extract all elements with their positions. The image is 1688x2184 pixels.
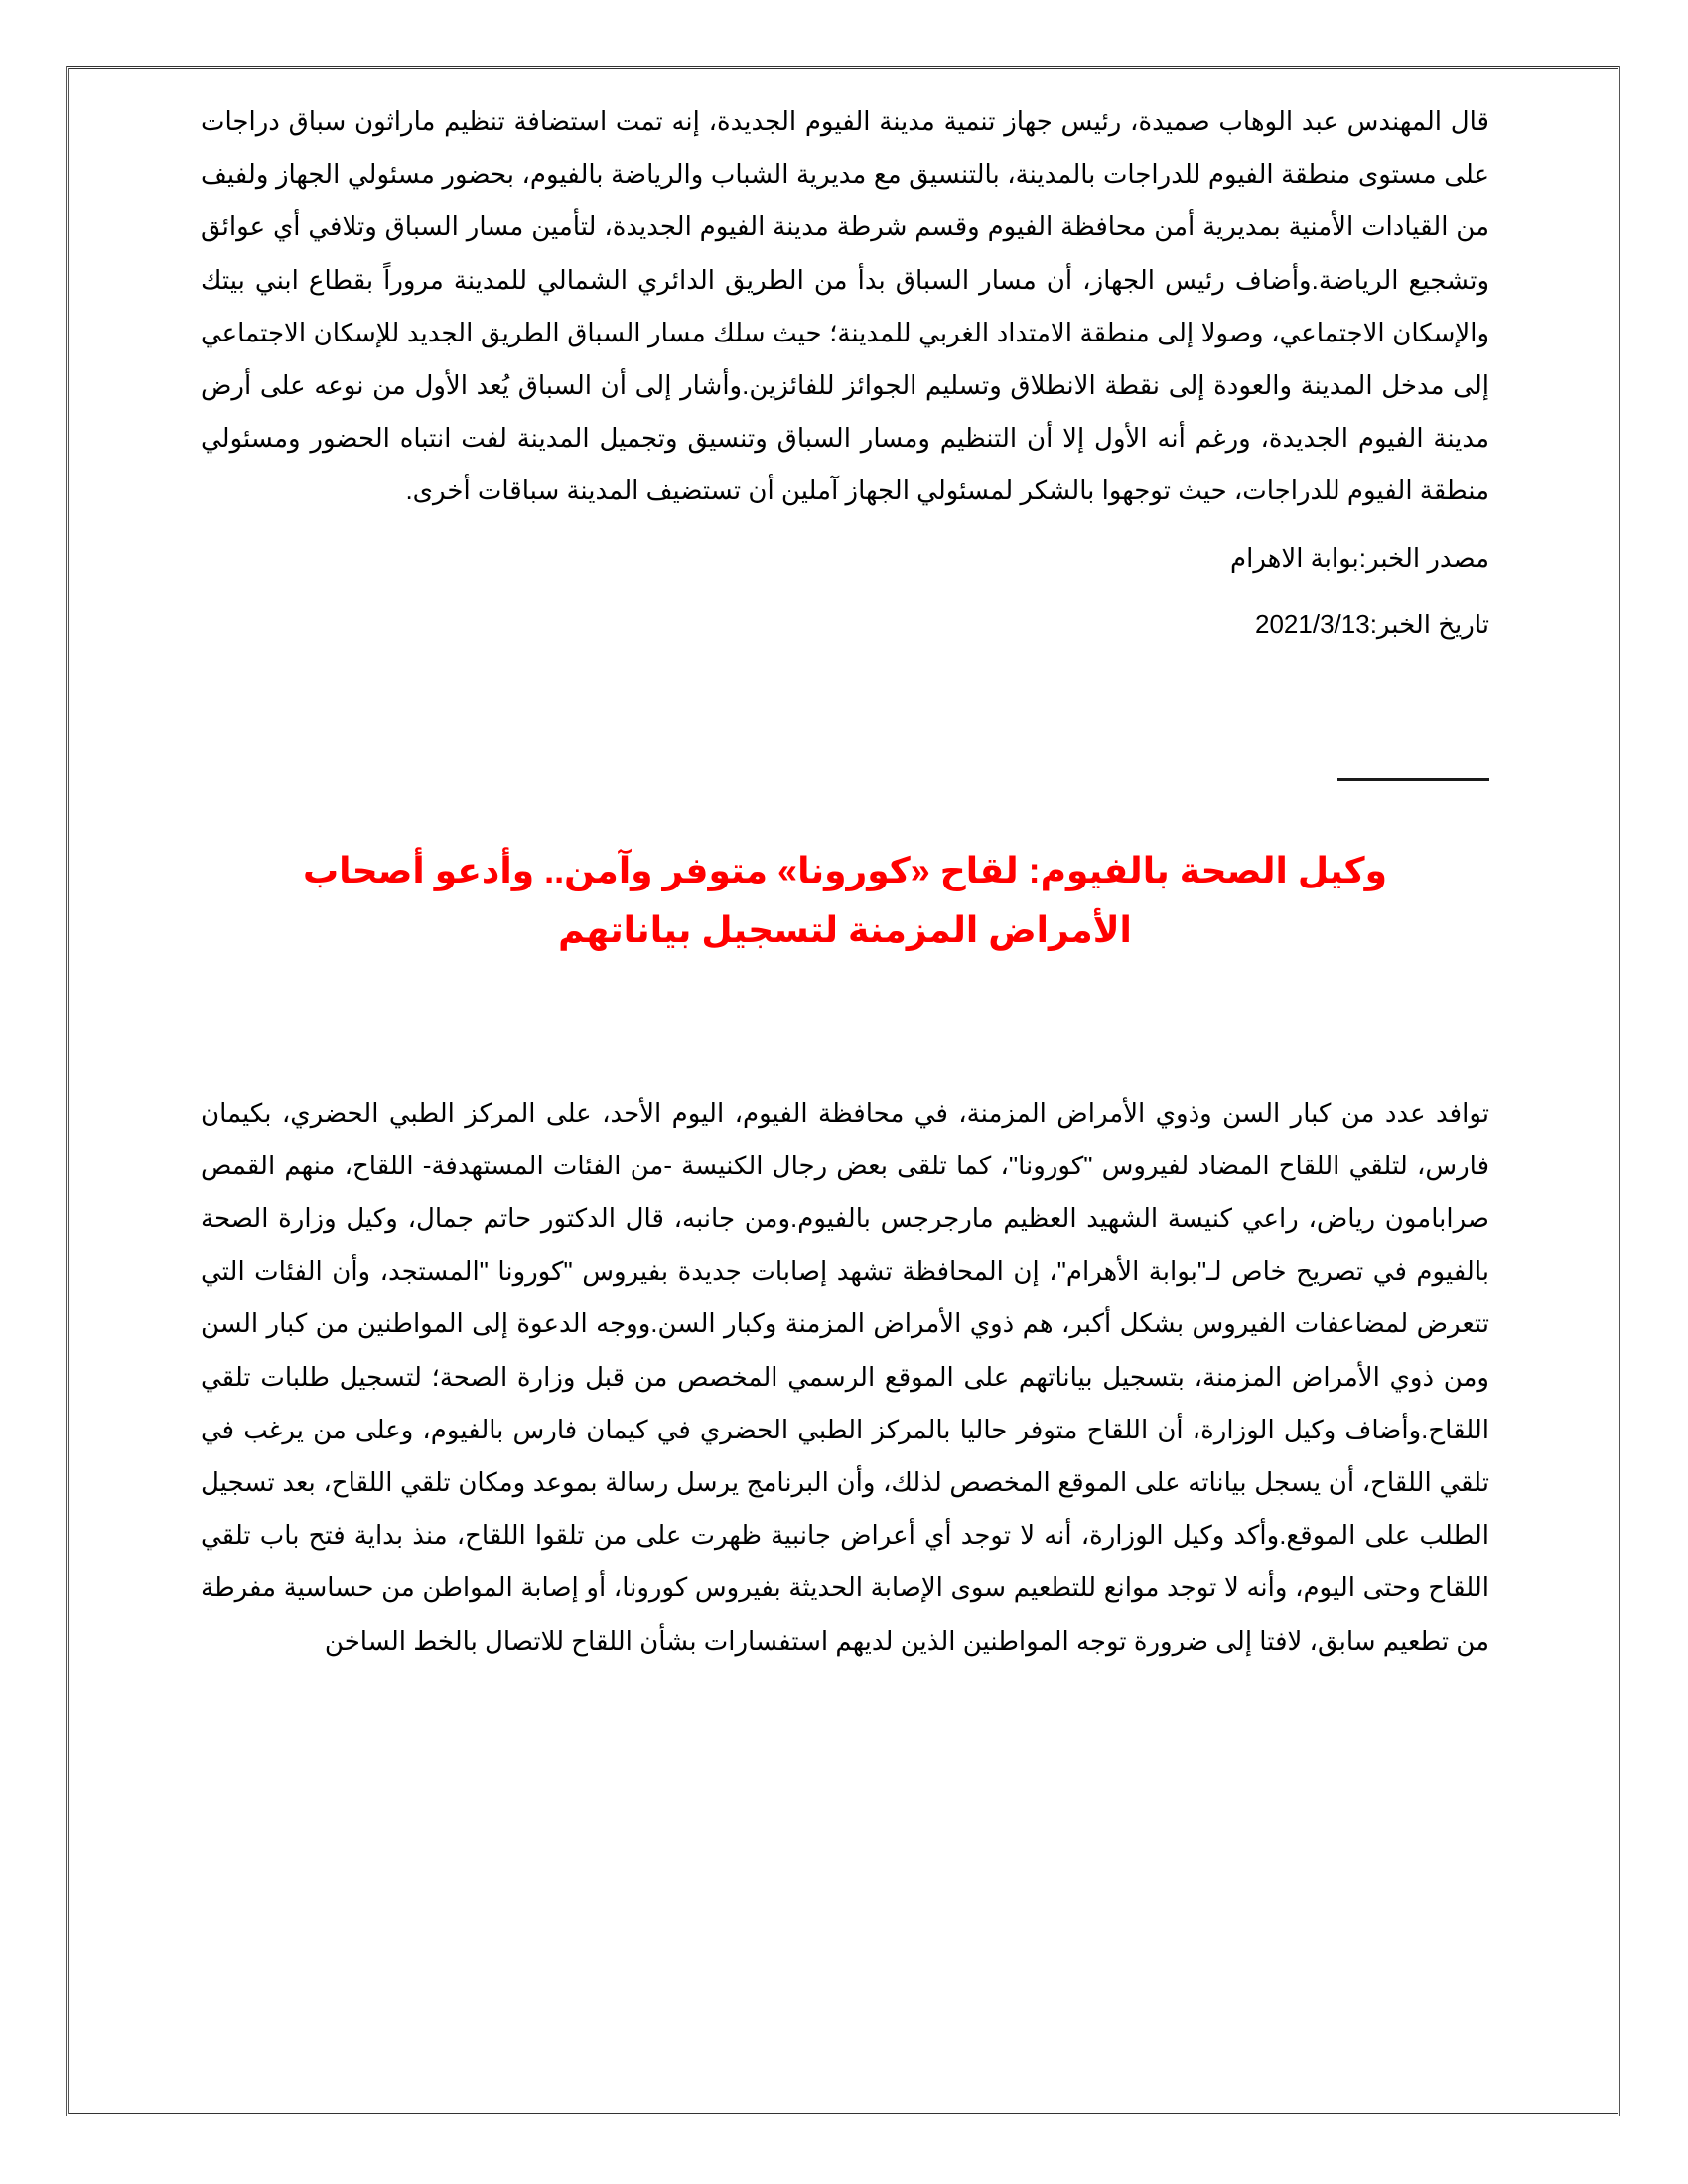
article-1-body: قال المهندس عبد الوهاب صميدة، رئيس جهاز تنمية مدينة الفيوم الجديدة، إنه تمت استضافة تنظيم ماراثون سباق دراجات على مستوى منطقة الفيوم للدراجات بالمدينة، بالتنسيق مع مديرية الشباب والرياضة بالفيوم، بحضور مسئولي الجهاز ولفيف من القيادات الأمنية بمديرية أمن محافظة الفيوم وقسم شرطة مدينة الفيوم الجديدة، لتأمين مسار السباق وتلافي أي عوائق وتشجيع الرياضة.وأضاف رئيس الجهاز، أن مسار السباق بدأ من الطريق الدائري الشمالي للمدينة مروراً بقطاع ابني بيتك والإسكان الاجتماعي، وصولا إلى منطقة الامتداد الغربي للمدينة؛ حيث سلك مسار السباق الطريق الجديد للإسكان الاجتماعي إلى مدخل المدينة والعودة إلى نقطة الانطلاق وتسليم الجوائز للفائزين.وأشار إلى أن السباق يُعد الأول من نوعه على أرض مدينة الفيوم الجديدة، ورغم أنه الأول إلا أن التنظيم ومسار السباق وتنسيق وتجميل المدينة لفت انتباه الحضور ومسئولي منطقة الفيوم للدراجات، حيث توجهوا بالشكر لمسئولي الجهاز آملين أن تستضيف المدينة سباقات أخرى. [201,106,1489,506]
news-source-value: بوابة الاهرام [1230,542,1359,573]
news-source [201,532,1489,585]
news-date [201,599,1489,651]
document-content [201,95,1489,1668]
news-date-label: تاريخ الخبر: [1369,609,1489,639]
article-2-headline: وكيل الصحة بالفيوم: لقاح «كورونا» متوفر وآمن.. وأدعو أصحاب الأمراض المزمنة لتسجيل بياناتهم [303,849,1387,950]
news-source-label: مصدر الخبر: [1358,542,1489,573]
section-divider [1337,778,1489,781]
article-2-body: توافد عدد من كبار السن وذوي الأمراض المزمنة، في محافظة الفيوم، اليوم الأحد، على المركز الطبي الحضري، بكيمان فارس، لتلقي اللقاح المضاد لفيروس "كورونا"، كما تلقى بعض رجال الكنيسة -من الفئات المستهدفة- اللقاح، منهم القمص صرابامون رياض، راعي كنيسة الشهيد العظيم مارجرجس بالفيوم.ومن جانبه، قال الدكتور حاتم جمال، وكيل وزارة الصحة بالفيوم في تصريح خاص لـ"بوابة الأهرام"، إن المحافظة تشهد إصابات جديدة بفيروس "كورونا "المستجد، وأن الفئات التي تتعرض لمضاعفات الفيروس بشكل أكبر، هم ذوي الأمراض المزمنة وكبار السن.ووجه الدعوة إلى المواطنين من كبار السن ومن ذوي الأمراض المزمنة، بتسجيل بياناتهم على الموقع الرسمي المخصص من قبل وزارة الصحة؛ لتسجيل طلبات تلقي اللقاح.وأضاف وكيل الوزارة، أن اللقاح متوفر حاليا بالمركز الطبي الحضري في كيمان فارس بالفيوم، وعلى من يرغب في تلقي اللقاح، أن يسجل بياناته على الموقع المخصص لذلك، وأن البرنامج يرسل رسالة بموعد ومكان تلقي اللقاح، بعد تسجيل الطلب على الموقع.وأكد وكيل الوزارة، أنه لا توجد أي أعراض جانبية ظهرت على من تلقوا اللقاح، منذ بداية فتح باب تلقي اللقاح وحتى اليوم، وأنه لا توجد موانع للتطعيم سوى الإصابة الحديثة بفيروس كورونا، أو إصابة المواطن من حساسية مفرطة من تطعيم سابق، لافتا إلى ضرورة توجه المواطنين الذين لديهم استفسارات بشأن اللقاح للاتصال بالخط الساخن [201,1097,1489,1656]
news-date-value: 2021/3/13 [1255,609,1370,639]
